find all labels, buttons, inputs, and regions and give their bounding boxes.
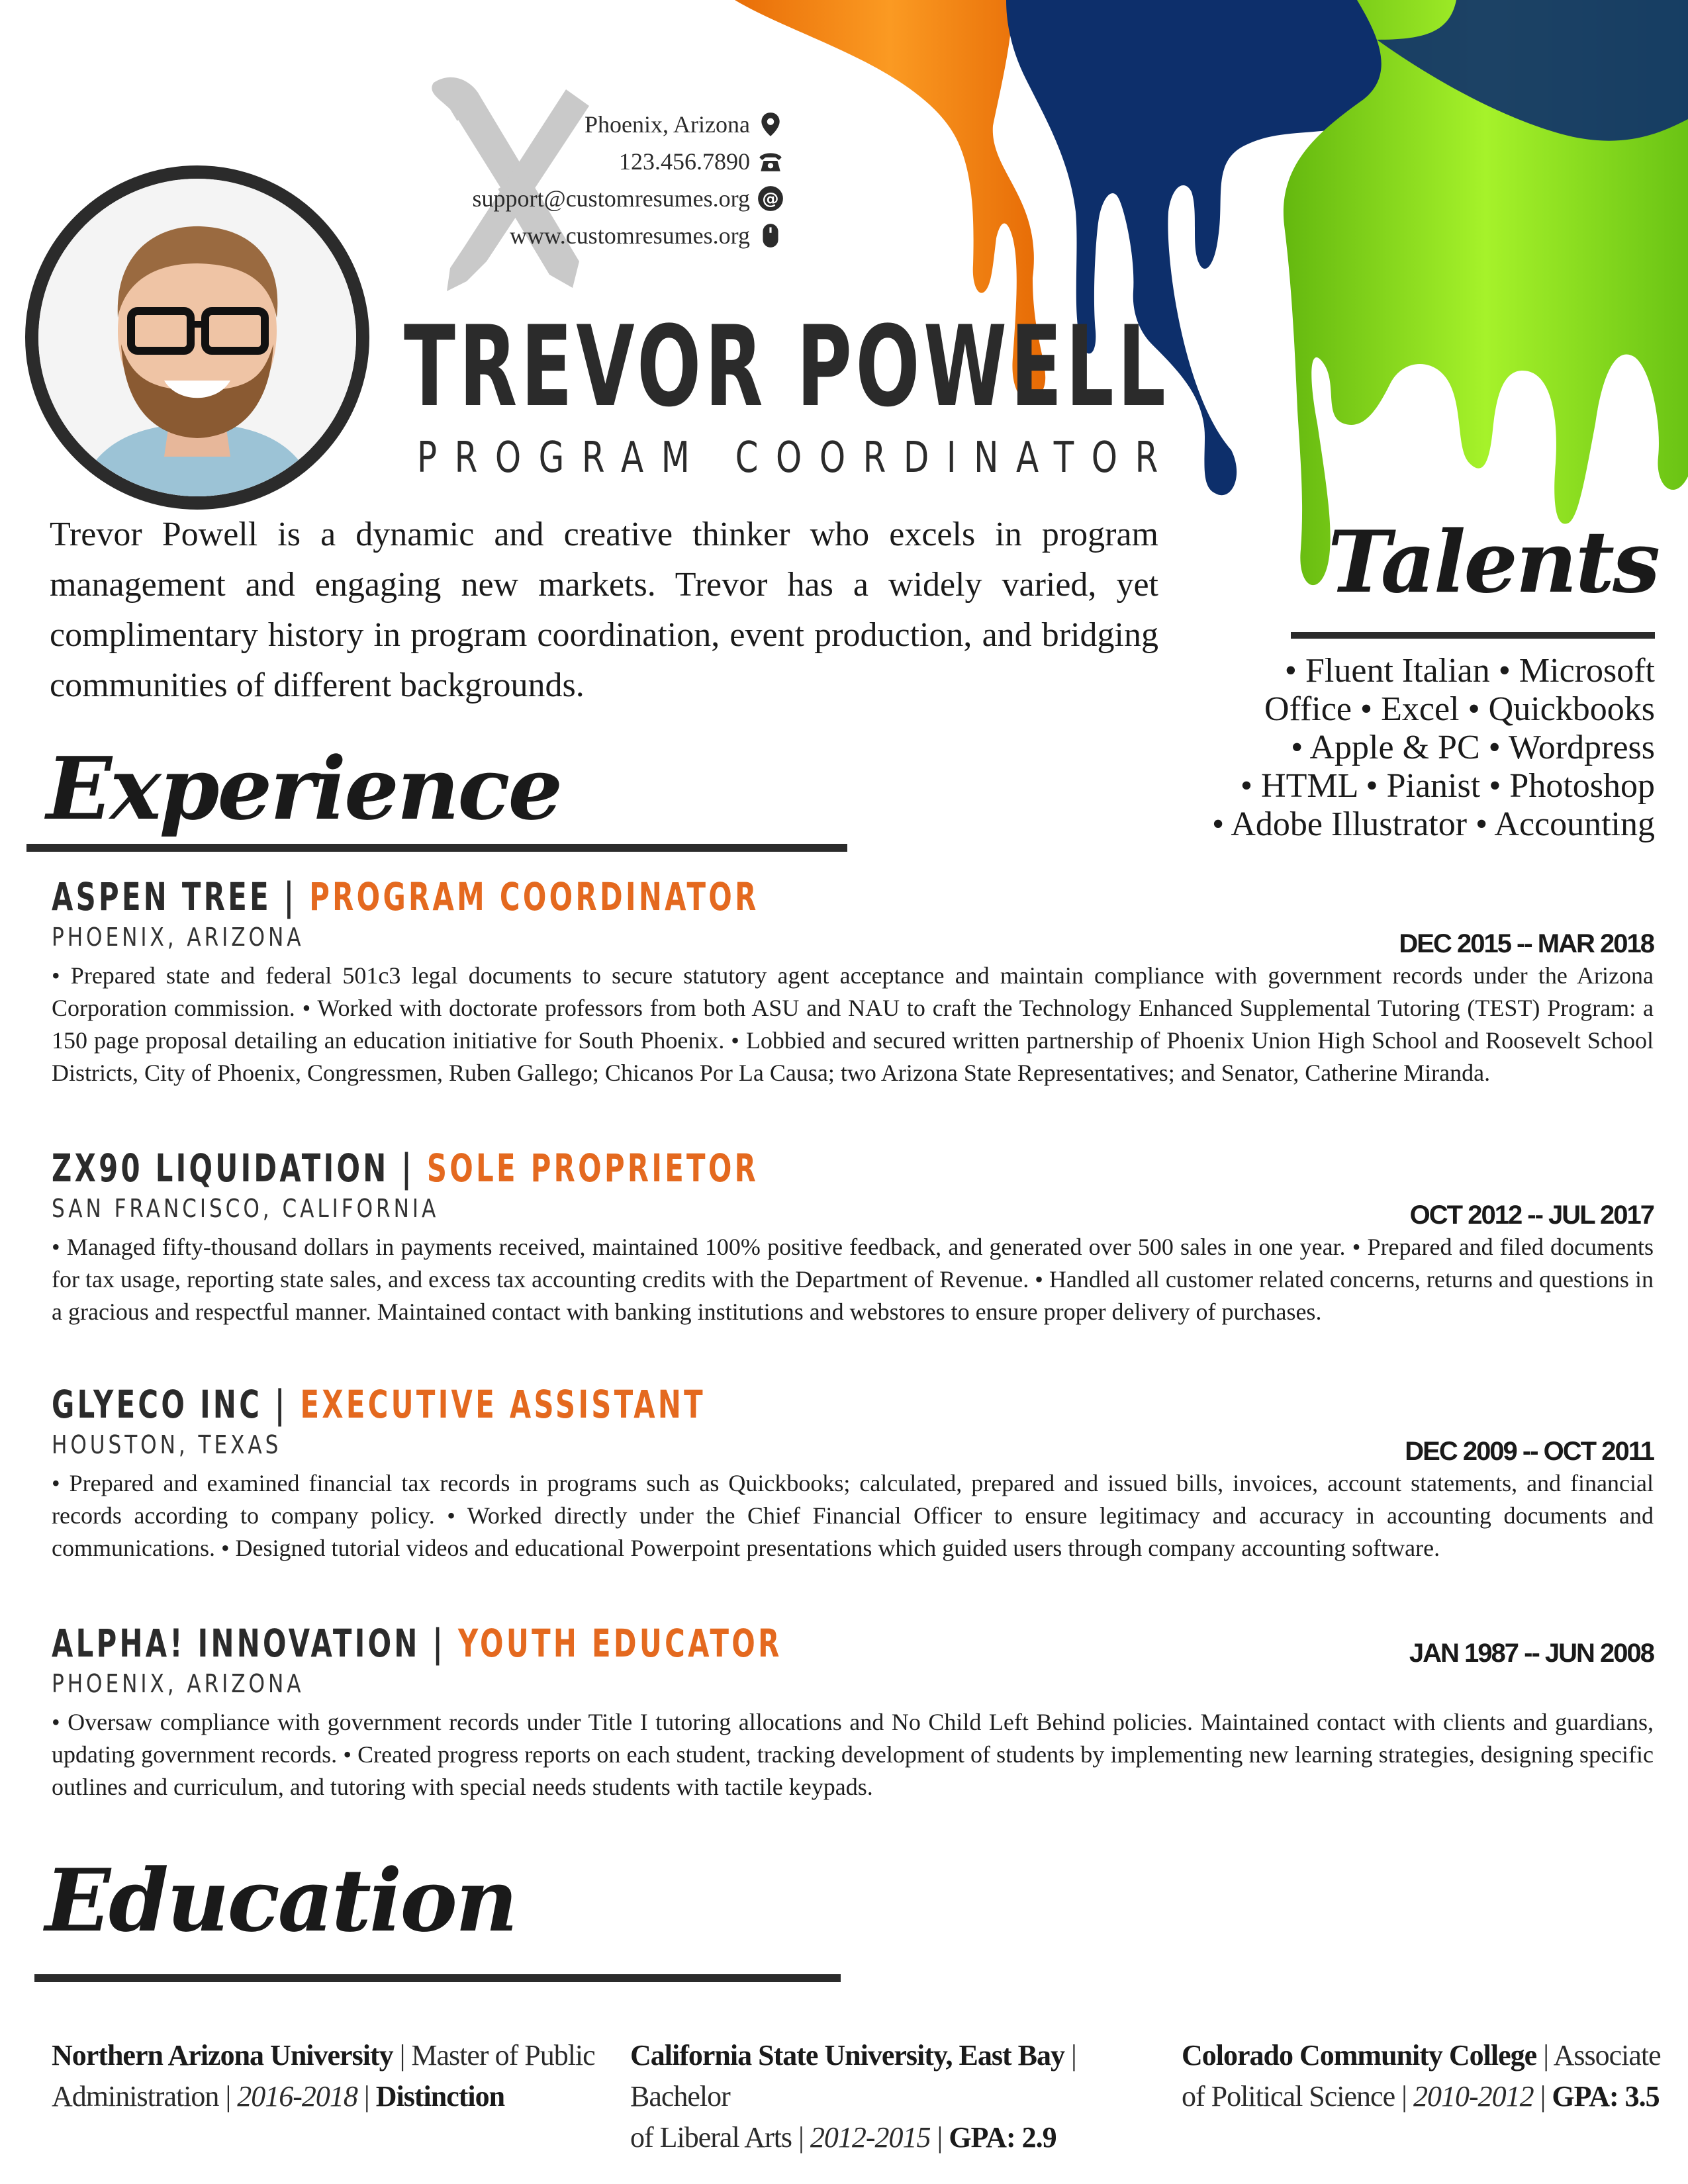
job-header [52,1381,1205,1428]
job-role: EXECUTIVE ASSISTANT [300,1382,706,1427]
profile-photo [25,165,369,510]
edu-years: 2012-2015 [810,2121,931,2154]
job-header [52,874,1205,920]
svg-text:@: @ [762,189,779,208]
job-location: PHOENIX, ARIZONA [52,1669,305,1698]
education-divider [34,1974,841,1982]
job-description: • Prepared and examined financial tax records in programs such as Quickbooks; calculated, prepared and issued bills, invoices, account statements, and financial records according to company policy. • Worked directly under the Chief Financial Officer to ensure legitimacy and accuracy in accounting documents and communications. • Designed tutorial videos and educational Powerpoint presentations which guided users through company accounting software. [52,1470,1654,1561]
job-separator: | [275,1382,288,1427]
job-description: • Oversaw compliance with government records under Title I tutoring allocations and No Child Left Behind policies. Maintained contact with clients and guardians, updating government records. • Created progress reports on each student, tracking development of students by implementing new learning strategies, designing specific outlines and curriculum, and tutoring with special needs students with tactile keypads. [52,1709,1654,1800]
edu-degree-cont: of Political Science [1182,2080,1395,2113]
job-location: HOUSTON, TEXAS [52,1430,282,1459]
talents-line: Office • Excel • Quickbooks [1264,690,1655,728]
talents-line: • HTML • Pianist • Photoshop [1240,767,1655,805]
edu-degree-cont: of Liberal Arts [630,2121,792,2154]
talents-line: • Adobe Illustrator • Accounting [1212,805,1655,843]
edu-school: California State University, East Bay [630,2039,1064,2071]
job-entry [52,1145,1654,1328]
job-entry [52,1620,1654,1803]
at-icon [757,185,784,212]
job-dates: OCT 2012 -- JUL 2017 [1409,1201,1654,1230]
job-header [52,1145,1205,1191]
edu-years: 2016-2018 [237,2080,357,2113]
job-company: ASPEN TREE [52,874,271,919]
job-separator: | [432,1621,446,1666]
edu-honor: Distinction [375,2080,505,2113]
education-heading: Education [45,1850,516,1951]
job-location: SAN FRANCISCO, CALIFORNIA [52,1194,440,1223]
avatar [38,179,356,496]
phone-icon [757,148,784,175]
contact-website[interactable]: www.customresumes.org [473,217,784,254]
talents-heading: Talents [1327,513,1658,612]
job-company: ZX90 LIQUIDATION [52,1146,389,1191]
job-role: PROGRAM COORDINATOR [309,874,759,919]
edu-degree: Bachelor [630,2080,730,2113]
job-dates: DEC 2015 -- MAR 2018 [1399,929,1654,958]
job-separator: | [283,874,297,919]
experience-divider [26,844,847,852]
talents-line: • Apple & PC • Wordpress [1291,729,1655,766]
job-company: ALPHA! INNOVATION [52,1621,420,1666]
talents-line: • Fluent Italian • Microsoft [1284,652,1655,690]
edu-years: 2010-2012 [1413,2080,1534,2113]
contact-location: Phoenix, Arizona [473,106,784,143]
job-dates: JAN 1987 -- JUN 2008 [1409,1639,1654,1668]
candidate-name: TREVOR POWELL [404,302,1170,432]
summary-paragraph: Trevor Powell is a dynamic and creative thinker who excels in program management and engaging new markets. Trevor has a widely varied, yet complimentary history in program coordination, event production, and bridging communities of different backgrounds. [50,516,1158,704]
job-role: YOUTH EDUCATOR [457,1621,782,1666]
edu-gpa: GPA: 3.5 [1552,2080,1660,2113]
job-entry [52,1381,1654,1565]
edu-school: Colorado Community College [1182,2039,1537,2071]
education-entry: California State University, East Bay | Bachelor of Liberal Arts | 2012-2015 | GPA: 2.9 [630,2039,1076,2154]
contact-email[interactable]: support@customresumes.org @ [473,180,784,217]
job-entry [52,874,1654,1089]
edu-degree: Master of Public [411,2039,595,2071]
talents-list [1152,652,1655,844]
edu-degree: Associate [1553,2039,1661,2071]
job-header [52,1620,1205,1666]
experience-heading: Experience [46,738,561,839]
contact-block [473,106,784,254]
candidate-title: PROGRAM COORDINATOR [417,433,1176,482]
map-pin-icon [757,111,784,138]
job-company: GLYECO INC [52,1382,263,1427]
talents-divider [1291,632,1655,639]
job-location: PHOENIX, ARIZONA [52,923,305,952]
contact-phone[interactable]: 123.456.7890 [473,143,784,180]
edu-gpa: GPA: 2.9 [949,2121,1056,2154]
job-dates: DEC 2009 -- OCT 2011 [1405,1437,1654,1466]
mouse-icon [757,222,784,250]
job-role: SOLE PROPRIETOR [426,1146,759,1191]
edu-degree-cont: Administration [52,2080,219,2113]
education-entry: Northern Arizona University | Master of Public Administration | 2016-2018 | Distinction [52,2039,595,2113]
job-description: • Managed fifty-thousand dollars in payments received, maintained 100% positive feedback, and generated over 500 sales in one year. • Prepared and filed documents for tax usage, reporting state sales, and excess tax accounting credits with the Department of Revenue. • Handled all customer related concerns, returns and questions in a gracious and respectful manner. Maintained contact with banking institutions and webstores to ensure proper delivery of purchases. [52,1234,1654,1325]
job-separator: | [401,1146,414,1191]
job-description: • Prepared state and federal 501c3 legal documents to secure statutory agent acceptance and maintain compliance with government records under the Arizona Corporation commission. • Worked with doctorate professors from both ASU and NAU to craft the Technology Enhanced Supplemental Tutoring (TEST) Program: a 150 page proposal detailing an education initiative for South Phoenix. • Lobbied and secured written partnership of Phoenix Union High School and Roosevelt School Districts, City of Phoenix, Congressmen, Ruben Gallego; Chicanos Por La Causa; two Arizona State Representatives; and Senator, Catherine Miranda. [52,962,1654,1086]
edu-school: Northern Arizona University [52,2039,393,2071]
education-entry: Colorado Community College | Associate of Political Science | 2010-2012 | GPA: 3.5 [1182,2039,1661,2113]
